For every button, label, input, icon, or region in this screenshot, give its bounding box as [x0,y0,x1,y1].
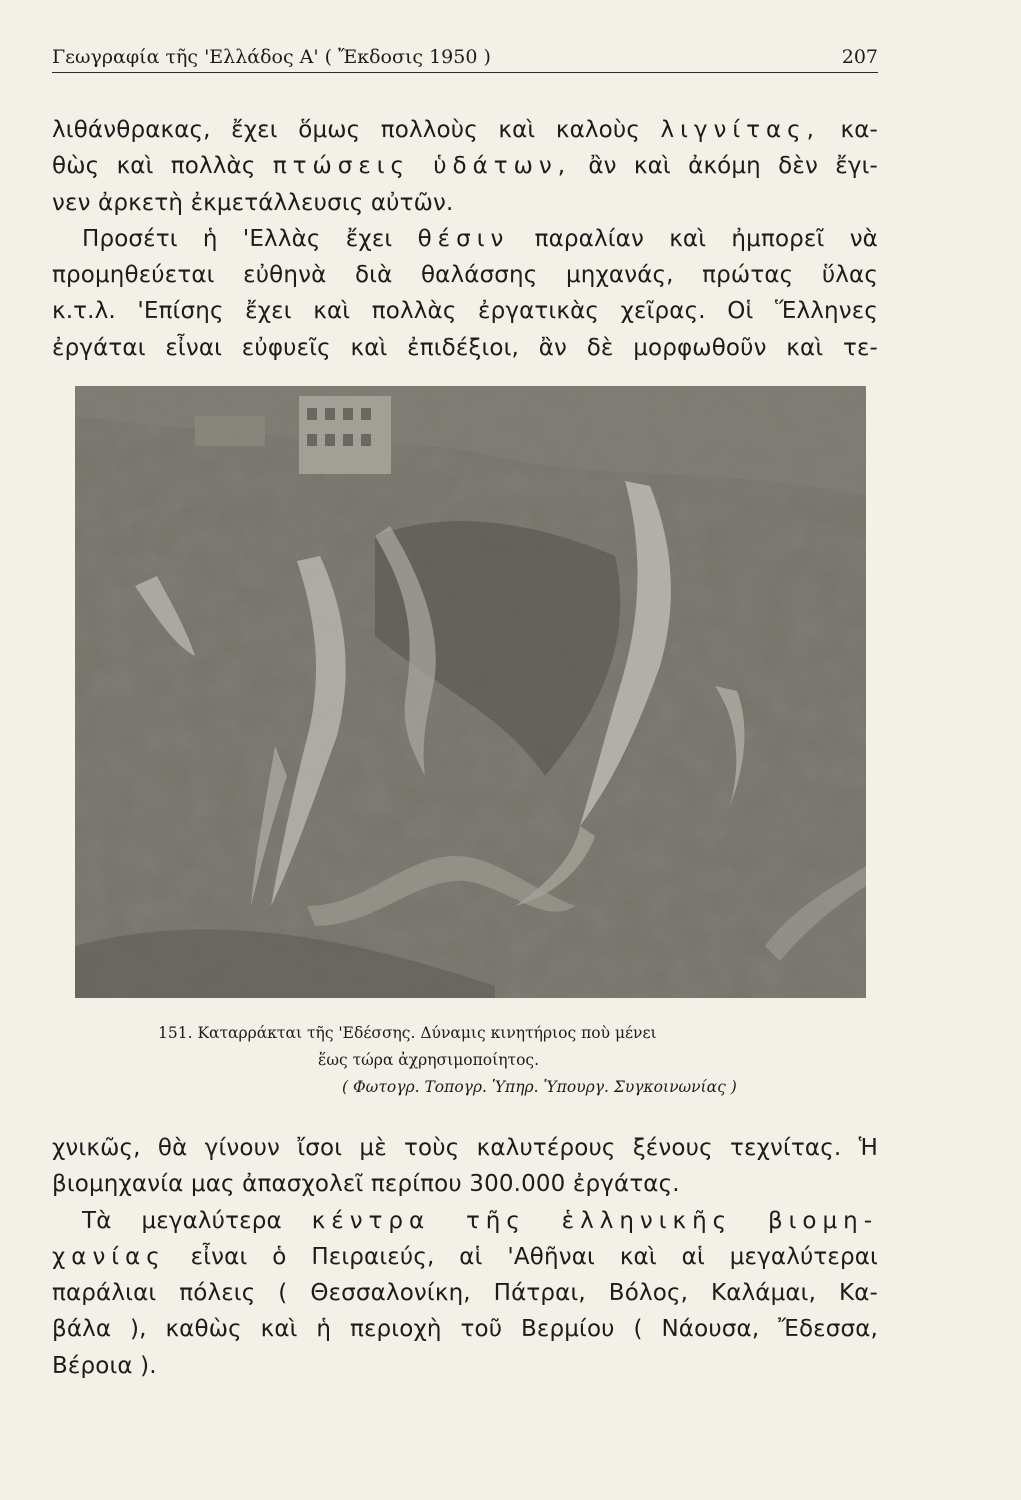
waterfall-photo [75,386,866,998]
text-line: Βέροια ). [52,1352,157,1379]
top-paragraph [52,112,878,366]
caption-line: 151. Καταρράκται τῆς 'Εδέσσης. Δύναμις κινητήριος ποὺ μένει [158,1024,657,1042]
text-line: χνικῶς, θὰ γίνουν ἴσοι μὲ τοὺς καλυτέρους ξένους τεχνίτας. Ἡ [52,1135,878,1161]
page-number: 207 [841,46,878,68]
text-line: κ.τ.λ. 'Επίσης ἔχει καὶ πολλὰς ἐργατικὰς χεῖρας. Οἱ Ἕλληνες [52,298,878,325]
text-line: Προσέτι ἡ 'Ελλὰς ἔχει θέσιν παραλίαν καὶ ἠμπορεῖ νὰ [82,225,878,252]
text-line: θὼς καὶ πολλὰς πτώσεις ὑδάτων, ἂν καὶ ἀκόμη δὲν ἔγι- [52,153,878,180]
text-line: ἐργάται εἶναι εὐφυεῖς καὶ ἐπιδέξιοι, ἂν δὲ μορφωθοῦν καὶ τε- [52,334,878,361]
caption-line: ἕως τώρα ἀχρησιμοποίητος. [318,1051,540,1069]
photo-credit: ( Φωτογρ. Τοπογρ. Ὑπηρ. Ὑπουργ. Συγκοινωνίας ) [342,1078,737,1096]
text-line: παράλιαι πόλεις ( Θεσσαλονίκη, Πάτραι, Βόλος, Καλάμαι, Κα- [52,1280,878,1307]
waterfall-photo-drawing [75,386,866,998]
text-line: λιθάνθρακας, ἔχει ὅμως πολλοὺς καὶ καλοὺς λιγνίτας, κα- [52,117,878,143]
text-line: χανίας εἶναι ὁ Πειραιεύς, αἱ 'Αθῆναι καὶ αἱ μεγαλύτεραι [52,1243,878,1270]
text-line: νεν ἀρκετὴ ἐκμετάλλευσις αὐτῶν. [52,189,454,216]
text-line: Τὰ μεγαλύτερα κέντρα τῆς ἑλληνικῆς βιομη- [82,1207,878,1234]
bottom-paragraph [52,1130,878,1384]
running-title: Γεωγραφία τῆς 'Ελλάδος Α' ( Ἔκδοσις 1950 ) [52,46,491,68]
text-line: βάλα ), καθὼς καὶ ἡ περιοχὴ τοῦ Βερμίου ( Νάουσα, Ἔδεσσα, [52,1316,878,1343]
text-line: βιομηχανία μας ἀπασχολεῖ περίπου 300.000 ἐργάτας. [52,1171,680,1198]
text-line: προμηθεύεται εὐθηνὰ διὰ θαλάσσης μηχανάς, πρώτας ὕλας [52,262,878,289]
page-header [52,46,878,73]
figure-caption [130,1020,890,1101]
